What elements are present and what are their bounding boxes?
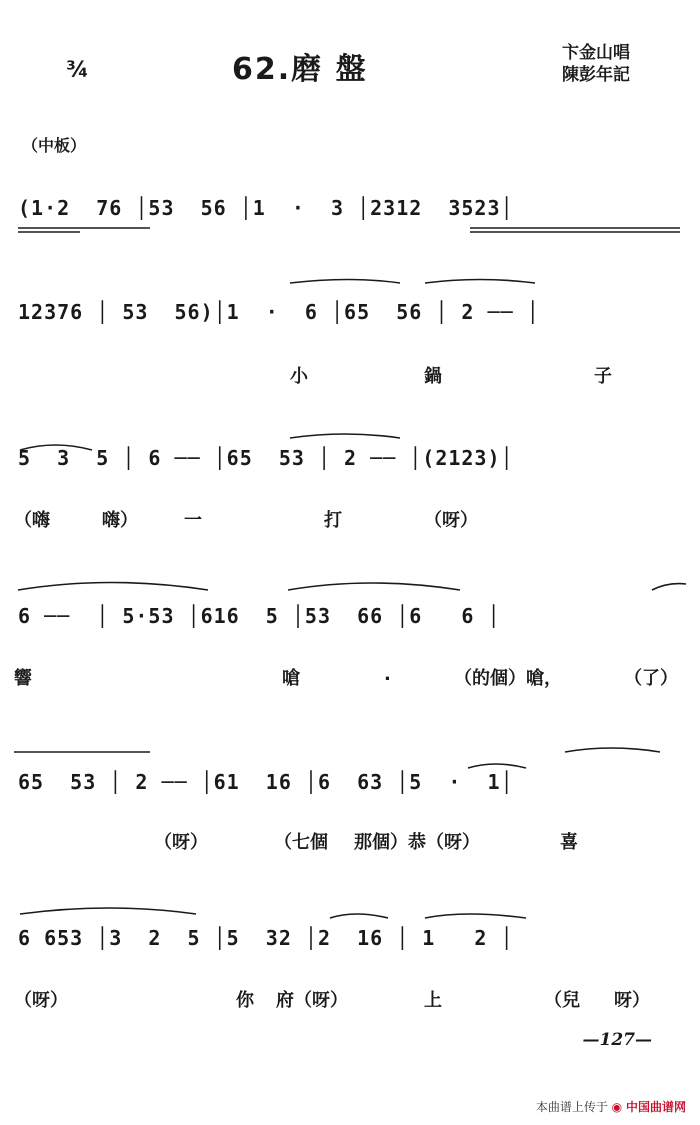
footer-brand[interactable]: 中国曲谱网: [625, 1100, 686, 1114]
notation-line-6: 6 653 │3 2 5 │5 32 │2 16 │ 1 2 │: [18, 926, 514, 950]
song-title: 62.磨 盤: [232, 52, 368, 87]
footer-prefix: 本曲谱上传于: [535, 1100, 608, 1114]
lyric: 一: [184, 510, 202, 531]
tempo-marking: （中板）: [22, 136, 87, 155]
lyric: 嗆: [282, 668, 300, 689]
notation-line-2: 12376 │ 53 56)│1 · 6 │65 56 │ 2 ── │: [18, 300, 540, 324]
notation-line-1: (1·2 76 │53 56 │1 · 3 │2312 3523│: [18, 196, 514, 220]
lyric: 打: [324, 510, 342, 531]
lyric: 呀）: [614, 990, 650, 1011]
page-number: —127—: [582, 1030, 652, 1050]
notation-line-3: 5 3 5 │ 6 ── │65 53 │ 2 ── │(2123)│: [18, 446, 514, 470]
lyric: 喜: [560, 832, 578, 853]
lyric: （呀）: [14, 990, 68, 1011]
lyric: 嗨）: [102, 510, 138, 531]
lyric: （呀）: [154, 832, 208, 853]
lyric: （七個: [274, 832, 328, 853]
credit-recorder: 陳彭年記: [562, 65, 630, 85]
lyric: （嗨: [14, 510, 50, 531]
lyric: 府（呀）: [276, 990, 348, 1011]
lyric: （兒: [544, 990, 580, 1011]
lyric: 鍋: [424, 366, 442, 387]
lyric: 小: [290, 366, 308, 387]
time-signature: ¾: [66, 58, 89, 83]
lyric: 那個）恭（呀）: [354, 832, 480, 853]
lyric: 上: [424, 990, 442, 1011]
footer: [536, 1098, 686, 1115]
lyric: （了）: [624, 668, 678, 689]
lyric: 子: [594, 366, 612, 387]
site-logo-icon: ◉: [611, 1100, 623, 1114]
notation-line-5: 65 53 │ 2 ── │61 16 │6 63 │5 · 1│: [18, 770, 514, 794]
lyric: （呀）: [424, 510, 478, 531]
lyric: .: [384, 664, 391, 685]
lyric: （的個）嗆，: [454, 668, 562, 689]
notation-line-4: 6 ── │ 5·53 │616 5 │53 66 │6 6 │: [18, 604, 501, 628]
lyric: 響: [14, 668, 32, 689]
credit-singer: 卞金山唱: [562, 43, 630, 63]
lyric: 你: [236, 990, 254, 1011]
